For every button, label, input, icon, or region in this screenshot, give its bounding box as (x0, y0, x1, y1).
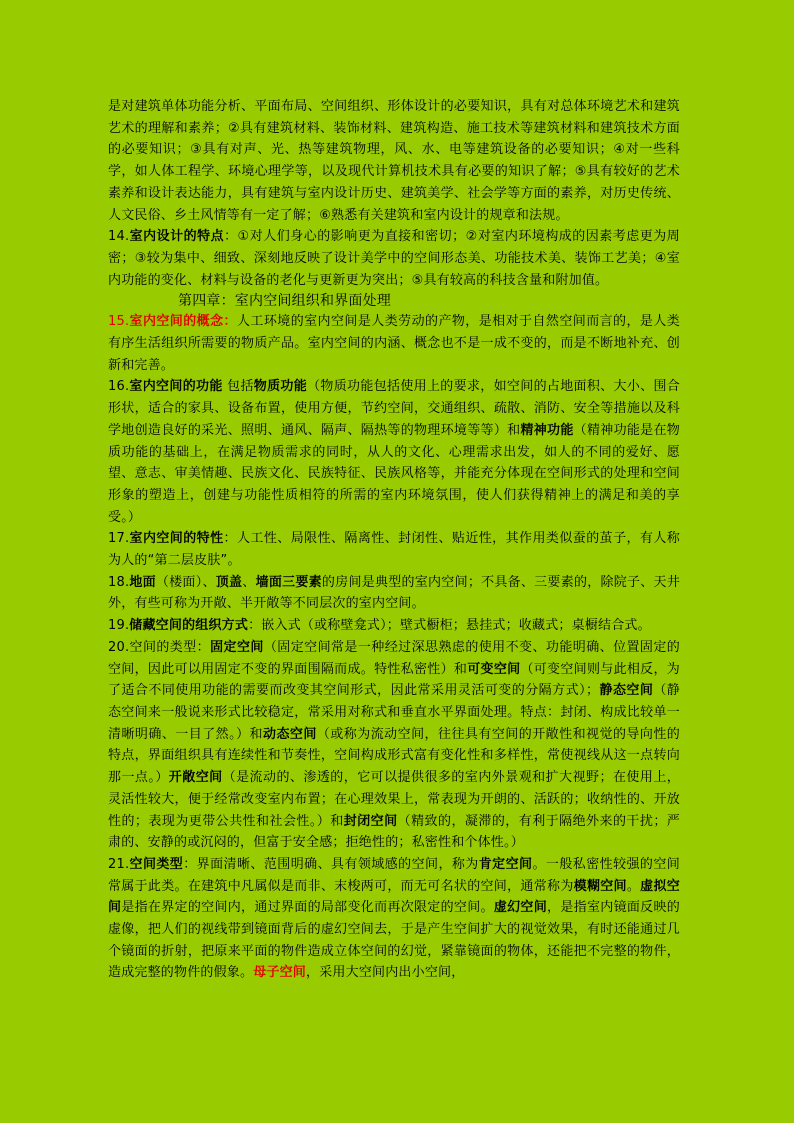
paragraph-text: ，采用大空间内出小空间， (306, 965, 465, 981)
paragraph-text: （或称为流动空间，往往具有空间的开敞性和视觉的导向性的特点，界面组织具有连续性和节奏性，空间构成形式富有变化性和多样性，常使视线从这一点转向那一点。） (108, 726, 680, 786)
paragraph-text: （静态空间来一般说来形式比较稳定，常采用对称式和垂直水平界面处理。特点：封闭、构成比较单一清晰明确、一目了然。）和 (108, 683, 681, 742)
term-wall-three-elements: 墙面三要素 (255, 574, 322, 590)
paragraph-15 (108, 311, 680, 376)
term-fixed-space: 固定空间 (210, 639, 264, 655)
paragraph-text: 的房间是典型的室内空间；不具备、三要素的，除院子、天井外，有些可称为开敞、半开敞等不同层次的室内空间。 (108, 574, 681, 612)
term-definite-space: 肯定空间 (478, 856, 533, 872)
document-body (108, 96, 680, 984)
item-number: 15. (108, 314, 130, 330)
term-open-space: 开敞空间 (168, 770, 223, 786)
paragraph-16 (108, 376, 680, 528)
paragraph-14 (108, 226, 680, 291)
term-floor: 地面 (129, 574, 156, 590)
paragraph-text: （楼面）、 (155, 574, 216, 590)
term-ceiling: 顶盖 (215, 574, 243, 590)
paragraph-text: （是流动的、渗透的，它可以提供很多的室内外景观和扩大视野；在使用上，灵活性较大，便于经常改变室内布置；在心理效果上，常表现为开朗的、活跃的；收纳性的、开放性的；表现为更带公共性和社会性。）和 (108, 770, 680, 829)
term-space-types: 空间类型 (129, 856, 184, 872)
term-closed-space: 封闭空间 (343, 813, 398, 829)
item-number: 17. (108, 531, 130, 547)
term-ambiguous-space: 模糊空间 (573, 878, 627, 894)
paragraph-text: 包括 (222, 379, 254, 395)
paragraph-text: ：①对人们身心的影响更为直接和密切；②对室内环境构成的因素考虑更为周密；③较为集中、细致、深刻地反映了设计美学中的空间形态美、功能技术美、装饰工艺美；④室内功能的变化、材料与设备的老化与更新更为突出；⑤具有较高的科技含量和附加值。 (108, 229, 680, 288)
term-interior-space-concept: 室内空间的概念： (129, 314, 237, 330)
paragraph-text: 。一般私密性较强的空间常属于此类。在建筑中凡属似是而非、末梭两可，而无可名状的空间，通常称为 (108, 856, 680, 894)
paragraph-text: 。 (626, 878, 641, 894)
item-number: 21. (108, 856, 130, 872)
term-dynamic-space: 动态空间 (263, 726, 317, 742)
chapter-title: 第四章：室内空间组织和界面处理 (178, 293, 391, 310)
paragraph-17 (108, 528, 680, 571)
paragraph-text: 是指在界定的空间内，通过界面的局部变化而再次限定的空间。 (121, 900, 494, 916)
item-number: 14. (108, 229, 130, 245)
paragraph-19 (108, 615, 680, 637)
term-mother-child-space: 母子空间 (253, 965, 307, 981)
term-virtual-space: 虚拟空间 (108, 878, 680, 916)
paragraph-20 (108, 637, 680, 854)
paragraph-text: 、 (242, 574, 256, 590)
term-space-function: 室内空间的功能 (129, 379, 223, 395)
paragraph-text: （固定空间常是一种经过深思熟虑的使用不变、功能明确、位置固定的空间，因此可以用固定不变的界面围隔而成。特性私密性）和 (108, 639, 680, 677)
item-number: 20. (108, 639, 130, 655)
paragraph-text: ，是指室内镜面反映的虚像，把人们的视线带到镜面背后的虚幻空间去，于是产生空间扩大的视觉效果，有时还能通过几个镜面的折射，把原来平面的物件造成立体空间的幻觉，紧靠镜面的物体，还能把不完整的物件，造成完整的物件的假象。 (108, 900, 680, 981)
paragraph-text: （精致的，凝滞的，有利于隔绝外来的干扰；严肃的、安静的或沉闷的，但富于安全感；拒绝性的；私密性和个体性。） (108, 813, 680, 851)
term-spiritual-function: 精神功能 (520, 422, 574, 438)
paragraph-intro: 是对建筑单体功能分析、平面布局、空间组织、形体设计的必要知识，具有对总体环境艺术和建筑艺术的理解和素养；②具有建筑材料、装饰材料、建筑构造、施工技术等建筑材料和建筑技术方面的必要知识；③具有对声、光、热等建筑物理，风、水、电等建筑设备的必要知识；④对一些科学，如人体工程学、环境心理学等，以及现代计算机技术具有必要的知识了解；⑤具有较好的艺术素养和设计表达能力，具有建筑与室内设计历史、建筑美学、社会学等方面的素养，对历史传统、人文民俗、乡土风情等有一定了解；⑥熟悉有关建筑和室内设计的规章和法规。 (108, 99, 680, 223)
paragraph-text: （可变空间则与此相反，为了适合不同使用功能的需要而改变其空间形式，因此常采用灵活可变的分隔方式）； (108, 661, 680, 699)
term-static-space: 静态空间 (599, 683, 654, 699)
term-space-characteristics: 室内空间的特性 (129, 531, 224, 547)
paragraph-21 (108, 854, 680, 984)
item-number: 16. (108, 379, 130, 395)
paragraph-text: ：人工性、局限性、隔离性、封闭性、贴近性，其作用类似蚕的茧子，有人称为人的“第二层皮肤”。 (108, 531, 680, 569)
term-material-function: 物质功能 (253, 379, 308, 395)
item-number: 18. (108, 574, 130, 590)
paragraph-text: 空间的类型： (129, 639, 211, 655)
paragraph-text: ：嵌入式（或称壁龛式）；壁式橱柜；悬挂式；收藏式；桌橱结合式。 (248, 618, 651, 634)
paragraph-text: ：界面清晰、范围明确、具有领域感的空间，称为 (183, 856, 479, 872)
item-number: 19. (108, 618, 130, 634)
term-interior-design-features: 室内设计的特点 (129, 229, 225, 245)
term-storage-organization: 储藏空间的组织方式 (129, 618, 249, 634)
paragraph-text: 人工环境的室内空间是人类劳动的产物，是相对于自然空间而言的，是人类有序生活组织所需要的物质产品。室内空间的内涵、概念也不是一成不变的，而是不断地补充、创新和完善。 (108, 314, 680, 373)
paragraph-text: （精神功能是在物质功能的基础上，在满足物质需求的同时，从人的文化、心理需求出发，如人的不同的爱好、愿望、意志、审美情趣、民族文化、民族特征、民族风格等，并能充分体现在空间形式的处理和空间形象的塑造上，创建与功能性质相符的所需的室内环境氛围，使人们获得精神上的满足和美的享受。） (108, 422, 680, 525)
paragraph-18 (108, 572, 680, 615)
paragraph-text: （物质功能包括使用上的要求，如空间的占地面积、大小、围合形状，适合的家具、设备布置，使用方便，节约空间，交通组织、疏散、消防、安全等措施以及科学地创造良好的采光、照明、通风、隔声、隔热等的物理环境等等）和 (108, 379, 680, 438)
term-illusory-space: 虚幻空间 (493, 900, 548, 916)
term-variable-space: 可变空间 (467, 661, 521, 677)
